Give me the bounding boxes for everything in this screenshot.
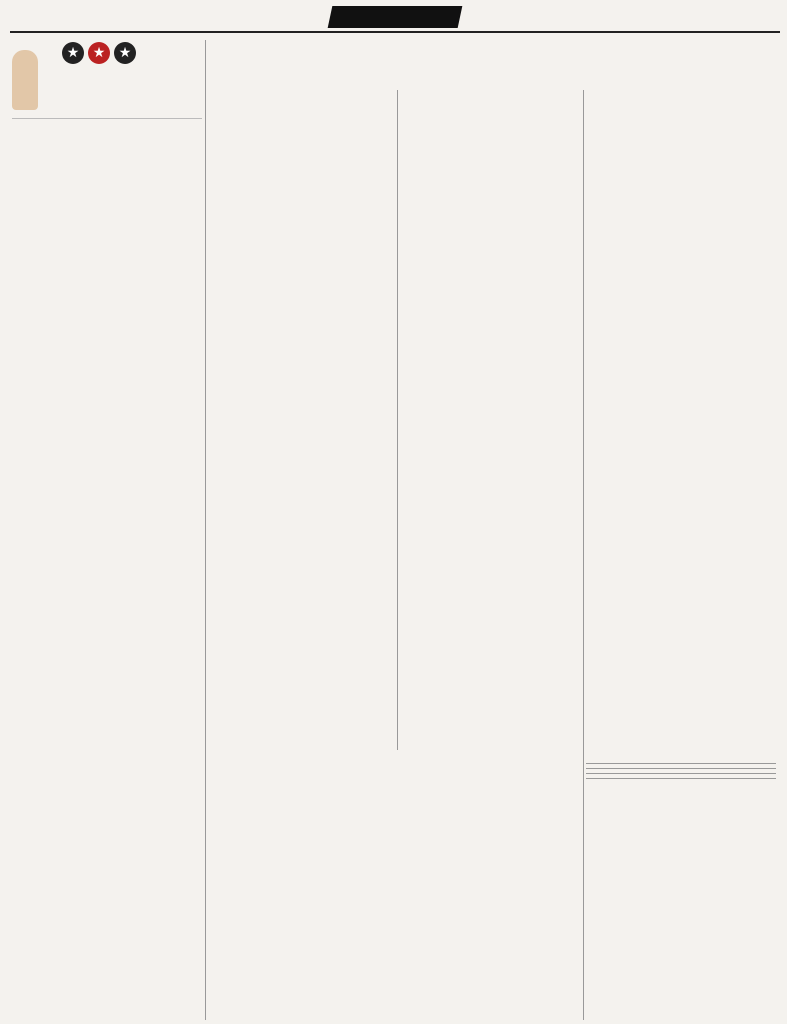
news-brief-column	[12, 40, 202, 1020]
star-icon: ★	[88, 42, 110, 64]
masthead	[328, 6, 463, 28]
star-icon: ★	[62, 42, 84, 64]
premier-league-box	[208, 770, 394, 1020]
column-divider	[397, 90, 398, 750]
league-title	[586, 773, 776, 775]
results-column	[586, 760, 776, 780]
boxing-story-column	[400, 96, 580, 761]
league-title	[586, 778, 776, 780]
star-icons	[62, 42, 136, 64]
column-divider	[205, 40, 206, 1020]
mascot-figure	[12, 50, 38, 110]
column-divider	[583, 90, 584, 1020]
header-rule	[10, 31, 780, 33]
boxing-story-column-2	[586, 96, 776, 751]
yoi-khao-logo	[12, 40, 202, 119]
star-icon: ★	[114, 42, 136, 64]
league-title	[586, 768, 776, 770]
league-title	[586, 763, 776, 765]
leeds-story-column	[208, 40, 394, 765]
